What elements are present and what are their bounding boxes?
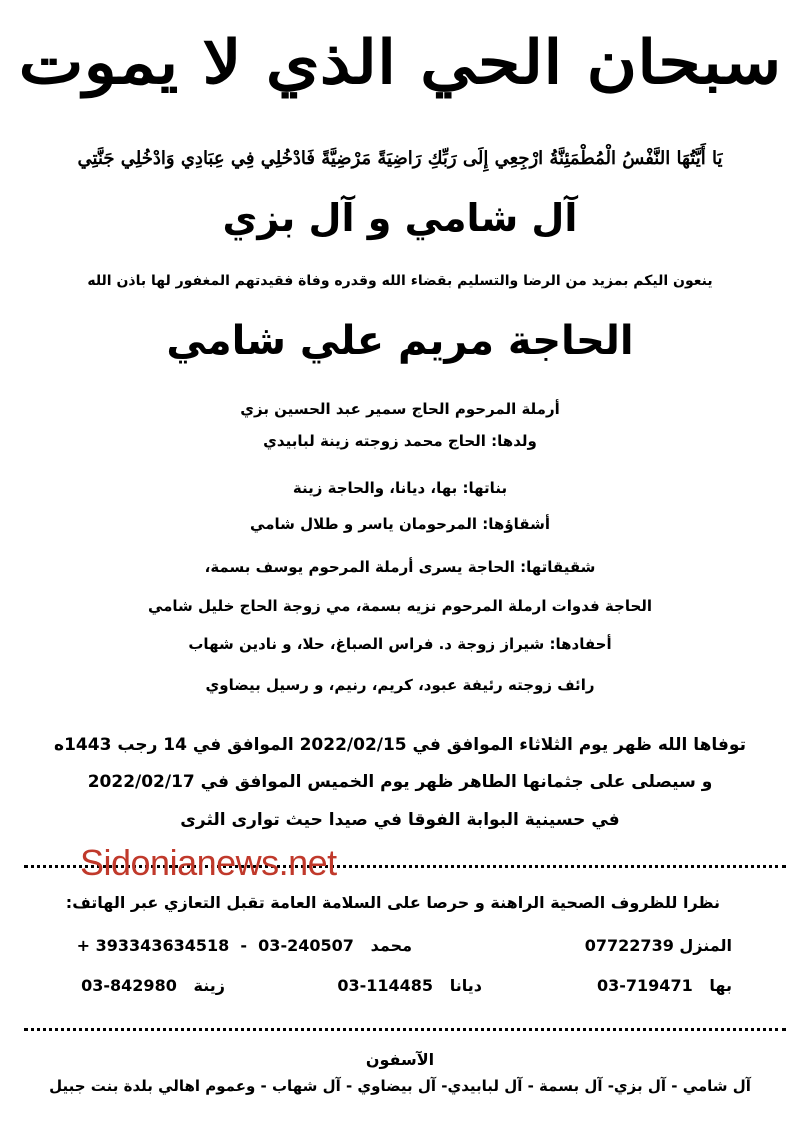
phone-number: 03-240507 bbox=[258, 936, 354, 955]
phone-label: المنزل bbox=[679, 936, 732, 955]
watermark-text: Sidonianews.net bbox=[80, 842, 337, 883]
relative-line: بناتها: بها، ديانا، والحاجة زينة bbox=[292, 479, 508, 497]
mourners-list: آل شامي - آل بزي- آل بسمة - آل لبابيدي- آل بيضاوي - آل شهاب - وعموم اهالي بلدة بنت جبيل bbox=[49, 1077, 751, 1095]
quran-verse: يَا أَيَّتُهَا النَّفْسُ الْمُطْمَئِنَّةُ ارْجِعِي إِلَى رَبِّكِ رَاضِيَةً مَرْضِيَّةً فَادْخُلِي فِي عِبَادِي وَادْخُلِي جَنَّتِي bbox=[77, 148, 723, 169]
families-title: آل شامي و آل بزي bbox=[222, 196, 578, 240]
phone-number: 03-719471 bbox=[597, 976, 693, 995]
phone-number: 07722739 bbox=[584, 936, 674, 955]
relative-line: الحاجة فدوات ارملة المرحوم نزيه بسمة، مي زوجة الحاج خليل شامي bbox=[147, 597, 653, 615]
deceased-name: الحاجة مريم علي شامي bbox=[166, 318, 634, 364]
calligraphy-logo: سبحان الحي الذي لا يموت bbox=[18, 28, 782, 98]
phone-number: 03-842980 bbox=[81, 976, 177, 995]
death-info-line: و سيصلى على جثمانها الطاهر ظهر يوم الخميس الموافق في 2022/02/17 bbox=[87, 772, 713, 792]
relative-line: أشقاؤها: المرحومان ياسر و طلال شامي bbox=[250, 515, 550, 533]
dotted-divider bbox=[24, 1028, 786, 1031]
phone-label: بها bbox=[709, 976, 732, 995]
phone-label: زينة bbox=[193, 976, 225, 995]
relative-line: أرملة المرحوم الحاج سمير عبد الحسين بزي bbox=[240, 400, 560, 418]
phone-diana bbox=[337, 976, 482, 995]
phone-mohammad bbox=[77, 936, 412, 955]
phone-number-intl: + 393343634518 bbox=[76, 936, 230, 955]
relative-line: أحفادها: شيراز زوجة د. فراس الصباغ، حلا، و نادين شهاب bbox=[188, 635, 612, 653]
phone-label: ديانا bbox=[449, 976, 482, 995]
intro-text: ينعون اليكم بمزيد من الرضا والتسليم بقضاء الله وقدره وفاة فقيدتهم المغفور لها باذن الله bbox=[87, 273, 713, 289]
phone-label: محمد bbox=[370, 936, 412, 955]
relative-line: رائف زوجته رئيفة عبود، كريم، رنيم، و رسيل بيضاوي bbox=[205, 676, 595, 694]
phone-number: 03-114485 bbox=[337, 976, 434, 995]
death-info-line: توفاها الله ظهر يوم الثلاثاء الموافق في 2022/02/15 الموافق في 14 رجب 1443ه bbox=[54, 735, 746, 755]
mourners-title: الآسفون bbox=[365, 1050, 435, 1069]
phone-home bbox=[585, 936, 732, 955]
phone-separator: - bbox=[240, 936, 248, 955]
phone-zeina bbox=[81, 976, 225, 995]
relative-line: شقيقاتها: الحاجة يسرى أرملة المرحوم يوسف بسمة، bbox=[204, 558, 596, 576]
phone-baha bbox=[597, 976, 732, 995]
condolence-notice: نظرا للظروف الصحية الراهنة و حرصا على السلامة العامة تقبل التعازي عبر الهاتف: bbox=[65, 893, 720, 912]
death-info-line: في حسينية البوابة الفوقا في صيدا حيث توارى الثرى bbox=[180, 810, 620, 830]
relative-line: ولدها: الحاج محمد زوجته زينة لبابيدي bbox=[263, 432, 537, 450]
